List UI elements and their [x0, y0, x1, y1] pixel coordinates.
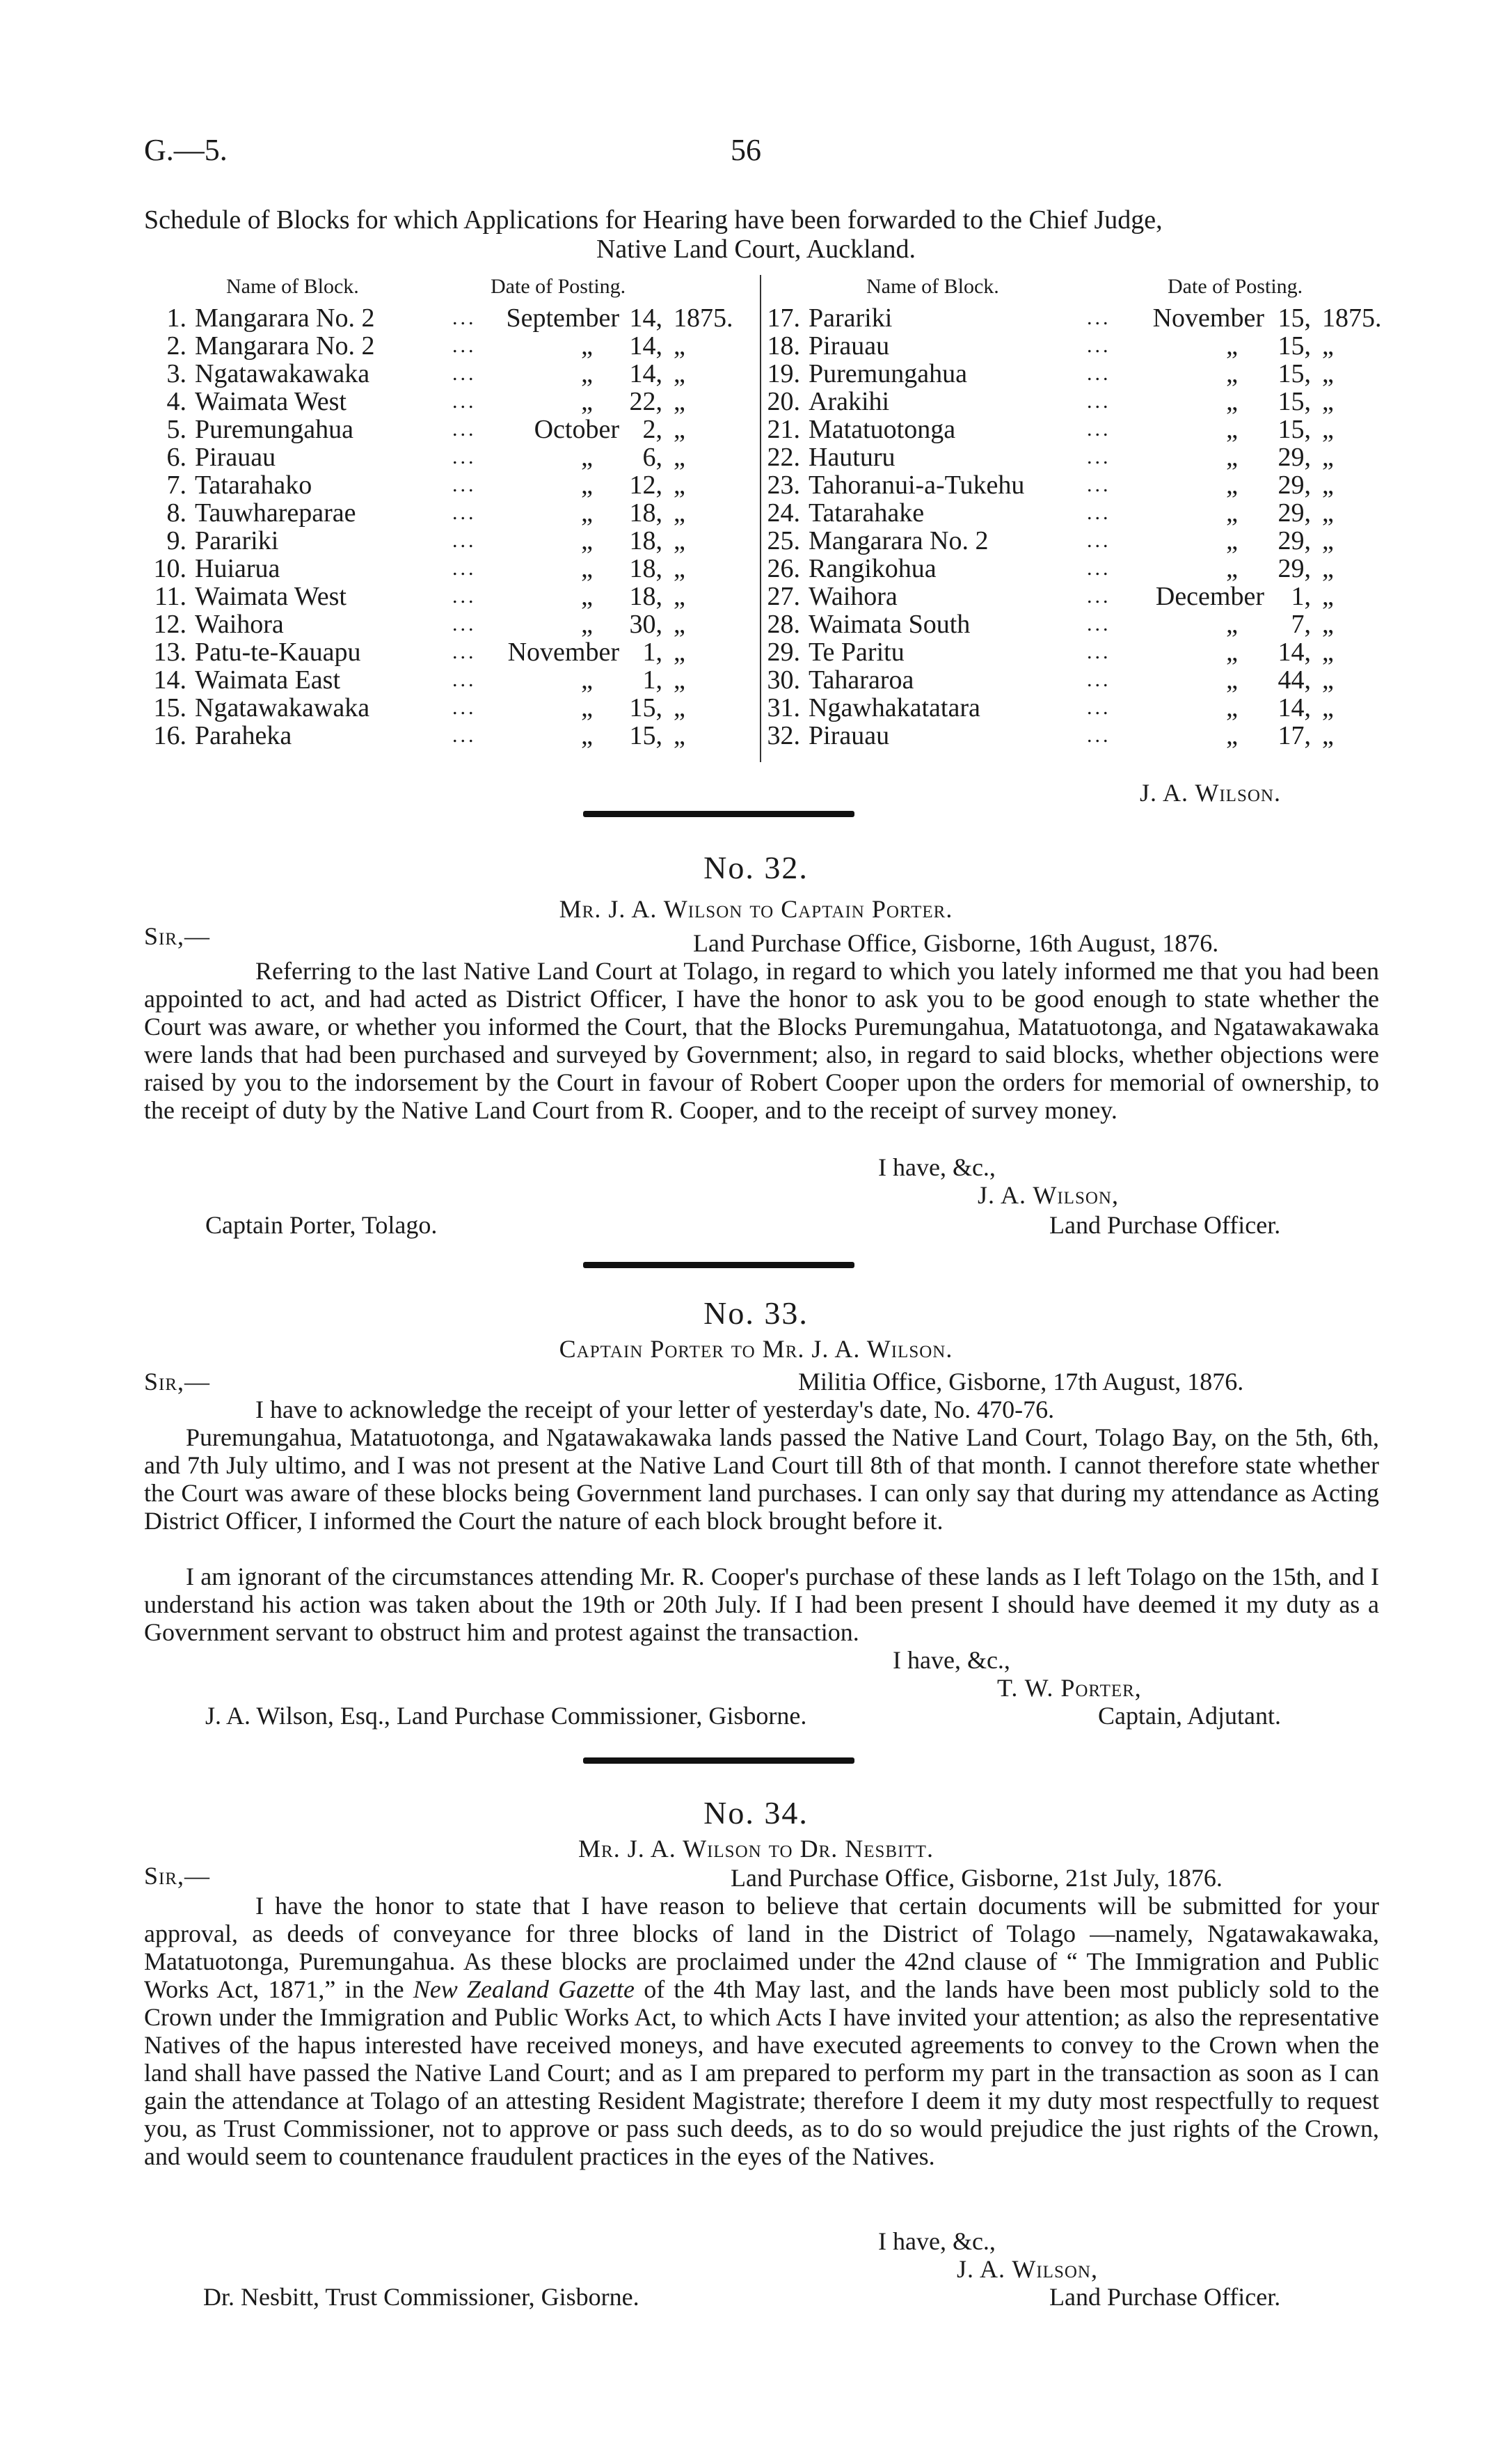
salutation-33: Sir,— — [144, 1368, 211, 1396]
row-number: 29. — [767, 638, 800, 667]
letter-body-34 — [144, 1892, 1379, 2170]
schedule-row — [760, 304, 1386, 332]
leader-dots: ... — [1087, 390, 1111, 413]
schedule-row — [146, 527, 751, 555]
posting-day: 44, — [1278, 665, 1311, 695]
schedule-row — [146, 471, 751, 499]
posting-day: 15, — [629, 693, 662, 722]
leader-dots: ... — [452, 696, 477, 719]
addressee-32: Captain Porter, Tolago. — [205, 1211, 438, 1239]
closing-34: I have, &c., — [878, 2227, 996, 2255]
posting-day: 18, — [629, 554, 662, 583]
posting-year: „ — [1322, 498, 1334, 528]
posting-year: „ — [674, 665, 685, 695]
schedule-row — [760, 527, 1386, 555]
block-name: Mangarara No. 2 — [195, 303, 375, 333]
block-name: Waimata West — [195, 387, 347, 416]
row-number: 22. — [767, 443, 800, 472]
posting-year: „ — [1322, 526, 1334, 555]
posting-day: 29, — [1278, 554, 1311, 583]
schedule-row — [146, 694, 751, 722]
leader-dots: ... — [1087, 529, 1111, 552]
posting-year: „ — [674, 638, 685, 667]
posting-day: 29, — [1278, 471, 1311, 500]
col-header-name-right: Name of Block. — [866, 275, 999, 298]
posting-month: „ — [581, 443, 593, 472]
posting-year: 1875. — [674, 303, 733, 333]
posting-month: „ — [581, 665, 593, 695]
row-number: 13. — [153, 638, 186, 667]
leader-dots: ... — [452, 557, 477, 580]
leader-dots: ... — [1087, 724, 1111, 747]
posting-year: „ — [674, 387, 685, 416]
block-name: Matatuotonga — [809, 415, 956, 444]
schedule-row — [146, 666, 751, 694]
posting-day: 17, — [1278, 721, 1311, 750]
posting-year: „ — [1322, 415, 1334, 444]
letter-subtitle-33-text: Captain Porter to Mr. J. A. Wilson. — [559, 1335, 953, 1363]
posting-year: „ — [674, 721, 685, 750]
row-number: 6. — [166, 443, 186, 472]
leader-dots: ... — [452, 612, 477, 635]
posting-month: „ — [1226, 359, 1238, 388]
block-name: Puremungahua — [809, 359, 967, 388]
leader-dots: ... — [1087, 696, 1111, 719]
block-name: Puremungahua — [195, 415, 353, 444]
block-name: Parariki — [195, 526, 279, 555]
posting-year: „ — [674, 359, 685, 388]
leader-dots: ... — [1087, 585, 1111, 608]
posting-day: 15, — [1278, 387, 1311, 416]
leader-dots: ... — [1087, 473, 1111, 496]
row-number: 15. — [153, 693, 186, 722]
section-rule — [583, 1757, 854, 1764]
posting-month: September — [506, 303, 619, 333]
posting-day: 18, — [629, 498, 662, 528]
schedule-row — [760, 583, 1386, 610]
posting-year: „ — [1322, 443, 1334, 472]
block-name: Patu-te-Kauapu — [195, 638, 361, 667]
schedule-row — [146, 610, 751, 638]
posting-day: 1, — [642, 665, 662, 695]
block-name: Parariki — [809, 303, 893, 333]
row-number: 26. — [767, 554, 800, 583]
posting-year: „ — [1322, 471, 1334, 500]
schedule-row — [760, 666, 1386, 694]
row-number: 17. — [767, 303, 800, 333]
schedule-row — [146, 722, 751, 750]
leader-dots: ... — [452, 640, 477, 663]
row-number: 14. — [153, 665, 186, 695]
leader-dots: ... — [1087, 306, 1111, 329]
row-number: 3. — [166, 359, 186, 388]
row-number: 32. — [767, 721, 800, 750]
addressee-33: J. A. Wilson, Esq., Land Purchase Commissioner, Gisborne. — [205, 1702, 807, 1730]
schedule-row — [760, 332, 1386, 360]
schedule-row — [760, 443, 1386, 471]
row-number: 4. — [166, 387, 186, 416]
block-name: Huiarua — [195, 554, 280, 583]
posting-year: „ — [674, 582, 685, 611]
posting-day: 12, — [629, 471, 662, 500]
letter-body-34-part2: of the 4th May last, and the lands have been most publicly sold to the Crown under the Immigration and Public Works Act, to which Acts I have invited your attention; as also the representative Natives of the hapus interested have received moneys, and have executed agreements to convey to the Crown when the land shall have passed the Native Land Court; and as I am prepared to perform my part in the transaction as soon as I can gain the attendance at Tolago of an attesting Resident Magistrate; therefore I deem it my duty most respectfully to request you, as Trust Commissioner, not to approve or pass such deeds, as to do so would prejudice the just rights of the Crown, and would seem to countenance fraudulent practices in the eyes of the Natives. — [144, 1975, 1380, 2170]
posting-year: „ — [674, 526, 685, 555]
letter-heading-33: No. 33. — [703, 1295, 809, 1331]
schedule-row — [146, 388, 751, 416]
schedule-title-line1: Schedule of Blocks for which Applications for Hearing have been forwarded to the Chief Judge, — [144, 205, 1163, 235]
schedule-row — [760, 722, 1386, 750]
posting-year: „ — [1322, 665, 1334, 695]
posting-day: 15, — [1278, 331, 1311, 361]
posting-year: „ — [674, 471, 685, 500]
dateline-34: Land Purchase Office, Gisborne, 21st July, 1876. — [731, 1864, 1223, 1892]
row-number: 25. — [767, 526, 800, 555]
row-number: 21. — [767, 415, 800, 444]
leader-dots: ... — [1087, 640, 1111, 663]
block-name: Arakihi — [809, 387, 890, 416]
posting-month: „ — [581, 721, 593, 750]
posting-month: „ — [581, 331, 593, 361]
schedule-row — [760, 694, 1386, 722]
row-number: 19. — [767, 359, 800, 388]
posting-day: 14, — [629, 331, 662, 361]
schedule-row — [760, 471, 1386, 499]
leader-dots: ... — [452, 445, 477, 468]
posting-month: November — [1152, 303, 1264, 333]
leader-dots: ... — [1087, 501, 1111, 524]
posting-day: 6, — [642, 443, 662, 472]
schedule-row — [760, 416, 1386, 443]
block-name: Hauturu — [809, 443, 896, 472]
block-name: Tauwhareparae — [195, 498, 356, 528]
row-number: 7. — [166, 471, 186, 500]
block-name: Ngatawakawaka — [195, 359, 370, 388]
section-rule — [583, 1262, 854, 1268]
letter-heading-32: No. 32. — [703, 850, 809, 885]
row-number: 24. — [767, 498, 800, 528]
block-name: Mangarara No. 2 — [195, 331, 375, 361]
schedule-row — [146, 638, 751, 666]
letter-body-34-part1: I have the honor to state that I have reason to believe that certain documents will be submitted for your approval, as deeds of conveyance for three blocks of land in the District of Tolago —namely, Ngatawakawaka, Matatuotonga, Puremungahua. As these blocks are proclaimed under the 42nd clause of “ The Immigration and Public Works Act, 1871,” in the — [144, 1892, 1379, 2003]
block-name: Mangarara No. 2 — [809, 526, 989, 555]
block-name: Paraheka — [195, 721, 292, 750]
leader-dots: ... — [452, 390, 477, 413]
document-reference: G.—5. — [144, 133, 228, 167]
row-number: 9. — [166, 526, 186, 555]
closing-33: I have, &c., — [893, 1646, 1010, 1674]
section-rule — [583, 811, 854, 817]
col-header-date-left: Date of Posting. — [491, 275, 626, 298]
page-number: 56 — [731, 133, 761, 167]
schedule-row — [146, 499, 751, 527]
dateline-32: Land Purchase Office, Gisborne, 16th August, 1876. — [693, 929, 1219, 957]
posting-day: 1, — [642, 638, 662, 667]
leader-dots: ... — [452, 362, 477, 385]
posting-day: 29, — [1278, 498, 1311, 528]
block-name: Waimata South — [809, 610, 971, 639]
posting-month: „ — [581, 498, 593, 528]
col-header-date-right: Date of Posting. — [1168, 275, 1303, 298]
leader-dots: ... — [1087, 334, 1111, 357]
leader-dots: ... — [452, 306, 477, 329]
posting-day: 29, — [1278, 526, 1311, 555]
block-name: Waimata West — [195, 582, 347, 611]
schedule-signature: J. A. Wilson. — [1140, 779, 1281, 807]
schedule-row — [146, 332, 751, 360]
schedule-row — [760, 555, 1386, 583]
posting-month: „ — [1226, 693, 1238, 722]
schedule-row — [760, 499, 1386, 527]
letter-subtitle-34: Mr. J. A. Wilson to Dr. Nesbitt. — [578, 1835, 934, 1863]
block-name: Ngawhakatatara — [809, 693, 980, 722]
posting-month: „ — [581, 359, 593, 388]
posting-year: „ — [1322, 331, 1334, 361]
posting-day: 29, — [1278, 443, 1311, 472]
row-number: 11. — [154, 582, 186, 611]
salutation-32: Sir,— — [144, 922, 211, 950]
row-number: 2. — [166, 331, 186, 361]
letter-subtitle-32: Mr. J. A. Wilson to Captain Porter. — [559, 895, 953, 923]
addressee-34: Dr. Nesbitt, Trust Commissioner, Gisborne. — [203, 2283, 639, 2311]
leader-dots: ... — [452, 501, 477, 524]
posting-day: 14, — [629, 359, 662, 388]
letter-body-32: Referring to the last Native Land Court at Tolago, in regard to which you lately informed me that you had been appointed to act, and had acted as District Officer, I have the honor to ask you to be good enough to state whether the Court was aware, or whether you informed the Court, that the Blocks Puremungahua, Matatuotonga, and Ngatawakawaka were lands that had been purchased and surveyed by Government; also, in regard to said blocks, whether objections were raised by you to the indorsement by the Court in favour of Robert Cooper upon the orders for memorial of ownership, to the receipt of duty by the Native Land Court from R. Cooper, and to the receipt of survey money. — [144, 957, 1379, 1124]
posting-day: 1, — [1291, 582, 1311, 611]
posting-year: „ — [1322, 638, 1334, 667]
schedule-row — [146, 416, 751, 443]
posting-month: „ — [581, 554, 593, 583]
posting-month: „ — [1226, 443, 1238, 472]
salutation-34: Sir,— — [144, 1862, 211, 1890]
leader-dots: ... — [452, 668, 477, 691]
row-number: 16. — [153, 721, 186, 750]
letter-paragraph-33-2: Puremungahua, Matatuotonga, and Ngatawakawaka lands passed the Native Land Court, Tolago Bay, on the 5th, 6th, and 7th July ultimo, and I was not present at the Native Land Court till 8th of that month. I cannot therefore state whether the Court was aware of these blocks being Government land purchases. I can only say that during my attendance as Acting District Officer, I informed the Court the nature of each block brought before it. — [144, 1423, 1379, 1535]
posting-day: 14, — [1278, 693, 1311, 722]
posting-month: „ — [1226, 638, 1238, 667]
posting-year: „ — [674, 415, 685, 444]
posting-month: „ — [581, 582, 593, 611]
block-name: Tahararoa — [809, 665, 914, 695]
signer-34: J. A. Wilson, — [957, 2255, 1098, 2283]
posting-month: „ — [1226, 471, 1238, 500]
leader-dots: ... — [452, 473, 477, 496]
block-name: Pirauau — [195, 443, 276, 472]
schedule-row — [760, 360, 1386, 388]
block-name: Te Paritu — [809, 638, 905, 667]
posting-year: „ — [674, 554, 685, 583]
block-name: Ngatawakawaka — [195, 693, 370, 722]
posting-day: 15, — [1278, 359, 1311, 388]
posting-day: 22, — [629, 387, 662, 416]
block-name: Tahoranui-a-Tukehu — [809, 471, 1025, 500]
block-name: Tatarahake — [809, 498, 925, 528]
schedule-row — [146, 555, 751, 583]
posting-year: „ — [674, 693, 685, 722]
row-number: 28. — [767, 610, 800, 639]
posting-month: „ — [1226, 526, 1238, 555]
leader-dots: ... — [1087, 418, 1111, 441]
gazette-title: New Zealand Gazette — [413, 1975, 635, 2003]
posting-year: „ — [674, 610, 685, 639]
closing-32: I have, &c., — [878, 1153, 996, 1181]
block-name: Pirauau — [809, 721, 890, 750]
posting-month: „ — [1226, 554, 1238, 583]
row-number: 30. — [767, 665, 800, 695]
row-number: 23. — [767, 471, 800, 500]
posting-day: 18, — [629, 582, 662, 611]
block-name: Waihora — [809, 582, 898, 611]
col-header-name-left: Name of Block. — [226, 275, 359, 298]
posting-month: „ — [1226, 498, 1238, 528]
posting-month: „ — [1226, 387, 1238, 416]
block-name: Pirauau — [809, 331, 890, 361]
leader-dots: ... — [452, 529, 477, 552]
posting-month: „ — [581, 610, 593, 639]
posting-day: 15, — [629, 721, 662, 750]
posting-day: 30, — [629, 610, 662, 639]
posting-month: „ — [1226, 610, 1238, 639]
row-number: 5. — [166, 415, 186, 444]
posting-year: „ — [674, 331, 685, 361]
signer-33: T. W. Porter, — [997, 1674, 1142, 1702]
posting-year: „ — [1322, 693, 1334, 722]
schedule-row — [760, 638, 1386, 666]
row-number: 27. — [767, 582, 800, 611]
posting-month: „ — [1226, 415, 1238, 444]
posting-month: October — [534, 415, 619, 444]
row-number: 31. — [767, 693, 800, 722]
letter-heading-34: No. 34. — [703, 1795, 809, 1831]
schedule-row — [760, 388, 1386, 416]
block-name: Tatarahako — [195, 471, 312, 500]
posting-day: 14, — [629, 303, 662, 333]
posting-month: December — [1155, 582, 1264, 611]
posting-month: „ — [1226, 665, 1238, 695]
dateline-33: Militia Office, Gisborne, 17th August, 1876. — [798, 1368, 1244, 1396]
posting-month: „ — [581, 526, 593, 555]
letter-paragraph-33-3: I am ignorant of the circumstances attending Mr. R. Cooper's purchase of these lands as I left Tolago on the 15th, and I understand his action was taken about the 19th or 20th July. If I had been present I should have deemed it my duty as a Government servant to obstruct him and protest against the transaction. — [144, 1563, 1379, 1646]
posting-month: „ — [1226, 721, 1238, 750]
schedule-row — [146, 304, 751, 332]
posting-year: „ — [1322, 582, 1334, 611]
posting-day: 2, — [642, 415, 662, 444]
schedule-row — [146, 583, 751, 610]
posting-day: 15, — [1278, 303, 1311, 333]
block-name: Rangikohua — [809, 554, 937, 583]
row-number: 18. — [767, 331, 800, 361]
posting-year: „ — [1322, 610, 1334, 639]
leader-dots: ... — [452, 724, 477, 747]
row-number: 20. — [767, 387, 800, 416]
row-number: 10. — [153, 554, 186, 583]
row-number: 12. — [153, 610, 186, 639]
leader-dots: ... — [1087, 668, 1111, 691]
signer-title-32: Land Purchase Officer. — [1049, 1211, 1281, 1239]
posting-month: November — [507, 638, 619, 667]
posting-year: „ — [1322, 359, 1334, 388]
posting-month: „ — [1226, 331, 1238, 361]
leader-dots: ... — [1087, 612, 1111, 635]
leader-dots: ... — [452, 418, 477, 441]
leader-dots: ... — [1087, 445, 1111, 468]
signer-title-34: Land Purchase Officer. — [1049, 2283, 1281, 2311]
posting-day: 18, — [629, 526, 662, 555]
posting-day: 7, — [1291, 610, 1311, 639]
signer-32: J. A. Wilson, — [978, 1181, 1119, 1209]
posting-year: „ — [1322, 387, 1334, 416]
letter-paragraph-33-1: I have to acknowledge the receipt of your letter of yesterday's date, No. 470-76. — [255, 1396, 1055, 1423]
posting-month: „ — [581, 471, 593, 500]
posting-day: 15, — [1278, 415, 1311, 444]
leader-dots: ... — [452, 334, 477, 357]
posting-year: „ — [1322, 554, 1334, 583]
block-name: Waimata East — [195, 665, 341, 695]
schedule-row — [146, 443, 751, 471]
leader-dots: ... — [452, 585, 477, 608]
row-number: 8. — [166, 498, 186, 528]
letter-subtitle-33 — [0, 1334, 1512, 1364]
posting-month: „ — [581, 693, 593, 722]
row-number: 1. — [166, 303, 186, 333]
schedule-title-line2: Native Land Court, Auckland. — [596, 235, 916, 264]
posting-year: „ — [674, 498, 685, 528]
posting-year: „ — [1322, 721, 1334, 750]
schedule-row — [146, 360, 751, 388]
schedule-row — [760, 610, 1386, 638]
leader-dots: ... — [1087, 557, 1111, 580]
posting-year: „ — [674, 443, 685, 472]
posting-year: 1875. — [1322, 303, 1382, 333]
posting-day: 14, — [1278, 638, 1311, 667]
posting-month: „ — [581, 387, 593, 416]
leader-dots: ... — [1087, 362, 1111, 385]
block-name: Waihora — [195, 610, 284, 639]
signer-title-33: Captain, Adjutant. — [1098, 1702, 1281, 1730]
